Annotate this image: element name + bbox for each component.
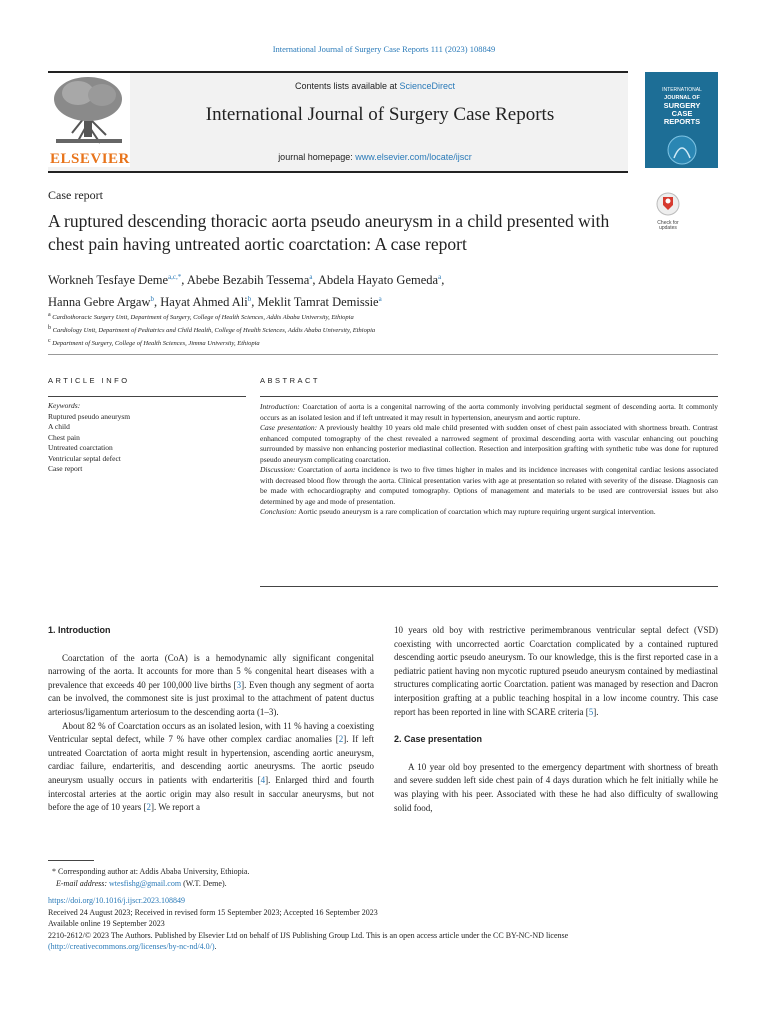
email-label: E-mail address: (56, 878, 108, 888)
keyword: Untreated coarctation (48, 443, 113, 452)
abstract-section-text: Coarctation of aorta is a congenital narrowing of the aorta commonly involving periductal segment of descending aorta. It commonly occurs as an isolated lesion and if left untreated it may result in hypertension, aneurysm and aortic rupture. (260, 402, 718, 422)
affiliation-text: Department of Surgery, College of Health Sciences, Jimma University, Ethiopia (52, 340, 260, 348)
available-online: Available online 19 September 2023 (48, 919, 165, 928)
paragraph-text: ]. (593, 706, 599, 717)
paragraph-text: ]. Enlarged third and fourth intercostal arteries at the aortic origin may also result in saccular aneurysms, but not before the age of 10 years [ (48, 774, 374, 813)
contents-prefix: Contents lists available at (294, 81, 400, 91)
paragraph-text: About 82 % of Coarctation occurs as an isolated lesion, with 11 % having a coexisting Ventricular septal defect, while 7 % have other complex cardiac anomalies [ (48, 720, 374, 745)
paragraph-text: Coarctation of the aorta (CoA) is a hemodynamic ally significant congenital narrowing of the aorta. It accounts for more than 5 % congenital heart diseases with a prevalence that exceeds 40 per 100,000 live births [ (48, 652, 374, 690)
paragraph (48, 652, 374, 720)
publisher-name: ELSEVIER (50, 151, 130, 167)
paragraph (48, 720, 374, 815)
contents-line (180, 81, 570, 91)
paragraph-text: ]. We report a (150, 802, 201, 813)
keyword: Case report (48, 464, 83, 473)
running-header[interactable]: International Journal of Surgery Case Reports 111 (2023) 108849 (272, 44, 496, 54)
divider (48, 396, 246, 397)
affiliation (48, 323, 648, 336)
abstract-section (260, 423, 718, 465)
author-name[interactable]: Hanna Gebre Argaw (48, 295, 151, 310)
abstract-section (260, 402, 718, 423)
footnote-mark: * (52, 867, 56, 876)
author-sep: , (181, 273, 187, 288)
affiliation-text: Cardiothoracic Surgery Unit, Department of Surgery, College of Health Sciences, Addis Ababa University, Ethiopia (52, 314, 354, 322)
sciencedirect-link[interactable]: ScienceDirect (399, 81, 456, 91)
paragraph-text: ]. Even though any segment of aorta can be involved, the commonest site is just proximal to the attachment of patent ductus arteriosus/ligamentum arteriosum to the descending aorta (1–3). (48, 679, 374, 717)
cover-line: SURGERY (663, 101, 701, 110)
affiliations (48, 310, 648, 349)
keywords (48, 401, 248, 475)
paragraph-text: ]. If left untreated Coarctation of aorta might result in hypertension, ascending aortic aneurysm, cardiac failure, endarteritis, and descending aortic aneurysms. The aortic pseudo aneurysm usually occurs in patients with endarteritis [ (48, 734, 374, 785)
abstract-section-label: Introduction: (260, 402, 300, 411)
email-owner: (W.T. Deme). (181, 878, 227, 888)
affiliation (48, 336, 648, 349)
author-name[interactable]: Hayat Ahmed Ali (160, 295, 248, 310)
homepage-link[interactable]: www.elsevier.com/locate/ijscr (355, 152, 472, 162)
received-dates: Received 24 August 2023; Received in revised form 15 September 2023; Accepted 16 September 2023 (48, 907, 378, 917)
divider (48, 354, 718, 355)
body-column-right (394, 624, 718, 815)
author-affil-sup[interactable]: a (438, 273, 442, 281)
author-affil-sup[interactable]: b (150, 295, 155, 304)
footnote-divider (48, 860, 94, 861)
abstract-section-text: A previously healthy 10 years old male child presented with sudden onset of chest pain associated with shortness breath. Contrast enhanced computed tomography of the chest revealed a narrowed segment of proximal descending aorta with vascular enhancing out pouching surrounded by massive non enhancing posterior mediastinal collection. Resection and interposition grafting with synthetic tube was done for ruptured pseudo aneurysm complicating coarctation. (260, 423, 719, 464)
cover-line: REPORTS (663, 117, 701, 126)
author-sep: , (251, 295, 258, 310)
divider (260, 396, 718, 397)
citation-link[interactable]: 3 (236, 679, 242, 690)
section-heading: 2. Case presentation (394, 734, 483, 745)
abstract-heading: ABSTRACT (260, 376, 321, 385)
author-affil-sup[interactable]: a (309, 273, 313, 281)
license-note (48, 930, 718, 953)
corresponding-author-note (48, 866, 718, 878)
email-link[interactable]: wtesfishg@gmail.com (109, 878, 182, 888)
author-list (48, 268, 648, 312)
abstract-body (260, 402, 718, 518)
footnotes (48, 866, 718, 953)
author-name[interactable]: Abebe Bezabih Tessema (186, 273, 310, 288)
author-affil-sup[interactable]: b (247, 295, 252, 304)
affiliation-mark: c (48, 338, 51, 345)
cover-line: INTERNATIONAL (662, 87, 702, 93)
body-column-left (48, 624, 374, 815)
affiliation-mark: b (48, 325, 51, 332)
article-info-heading: ARTICLE INFO (48, 376, 130, 385)
crossmark-icon (656, 192, 680, 216)
abstract-section (260, 507, 718, 518)
homepage-prefix: journal homepage: (278, 152, 356, 162)
cover-line: JOURNAL OF (664, 95, 700, 101)
article-title: A ruptured descending thoracic aorta pseudo aneurysm in a child presented with chest pain having untreated aortic coarctation: A case report (48, 211, 610, 254)
cover-illustration-icon (662, 132, 702, 168)
section-heading: 1. Introduction (48, 625, 111, 635)
author-sep: , (441, 273, 445, 288)
affiliation-mark: a (48, 312, 51, 318)
license-text: 2210-2612/© 2023 The Authors. Published by Elsevier Ltd on behalf of IJS Publishing Group Ltd. This is an open access article under the CC BY-NC-ND license (48, 930, 569, 940)
homepage-line (180, 152, 570, 162)
paragraph: A 10 year old boy presented to the emergency department with shortness of breath and severe sudden left side chest pain of 4 days duration which he felt initially while he was playing with his peer. Associated with these he had also difficulty of swallowing solid food, (394, 761, 718, 813)
author-name[interactable]: Abdela Hayato Gemeda (317, 273, 439, 288)
tree-icon (48, 73, 130, 149)
keyword: Ventricular septal defect (48, 453, 121, 463)
cover-title (648, 86, 716, 170)
citation-link[interactable]: 2 (338, 734, 344, 745)
abstract-section-text: Aortic pseudo aneurysm is a rare complication of coarctation which may rupture requiring urgent surgical intervention. (296, 507, 656, 516)
abstract-section (260, 465, 718, 507)
keyword: Chest pain (48, 432, 80, 442)
cover-line: CASE (671, 109, 693, 118)
article-type: Case report (48, 188, 103, 202)
divider (260, 586, 718, 587)
affiliation (48, 310, 648, 323)
paragraph (394, 624, 718, 719)
author-name[interactable]: Meklit Tamrat Demissie (257, 295, 379, 310)
abstract-section-label: Case presentation: (260, 423, 318, 432)
crossmark-label: Check for updates (657, 220, 679, 231)
email-note (48, 878, 718, 890)
author-affil-sup[interactable]: a (378, 295, 382, 304)
keyword: Ruptured pseudo aneurysm (48, 411, 131, 421)
author-name[interactable]: Workneh Tesfaye Deme (48, 273, 169, 288)
citation-link[interactable]: 2 (146, 802, 151, 813)
citation-link[interactable]: 5 (588, 706, 594, 717)
author-sep: , (312, 273, 318, 288)
license-end: . (214, 942, 217, 951)
citation-link[interactable]: 4 (260, 774, 266, 785)
affiliation-text: Cardiology Unit, Department of Pediatrics and Child Health, College of Health Sciences, Addis Ababa University, Ethiopia (52, 327, 376, 335)
footnote-text: Corresponding author at: Addis Ababa University, Ethiopia. (56, 867, 250, 876)
author-affil-sup[interactable]: a,c,* (168, 273, 182, 281)
doi-link[interactable]: https://doi.org/10.1016/j.ijscr.2023.108849 (48, 896, 185, 905)
keyword: A child (48, 422, 70, 431)
license-link[interactable]: (http://creativecommons.org/licenses/by-nc-nd/4.0/) (48, 942, 215, 951)
keywords-label: Keywords: (48, 401, 81, 410)
abstract-section-text: Coarctation of aorta incidence is two to five times higher in males and its incidence increases with congenital cardiac lesions associated with decreased blood flow through the aorta. Clinical presentation varies with age at presentation so related with severity of the disease. Diagnosis can be made with echocardiography and computed tomography. Options of management and materials to be used are controversial issues but also determined by age and mode of presentation. (260, 465, 718, 506)
journal-title: International Journal of Surgery Case Reports (205, 104, 555, 125)
abstract-section-label: Conclusion: (260, 507, 297, 516)
abstract-section-label: Discussion: (260, 465, 296, 474)
paragraph-text: 10 years old boy with restrictive perimembranous ventricular septal defect (VSD) coexisting with uncorrected aortic Coarctation complicated by a contained ruptured descending aortic pseudo aneurysm. To our knowledge, this is the first reported case in a pediatric patient having non mycotic ruptured pseudo aneurysm contained by mediastinal structures complicating aortic Coarctation. patient was managed by resection and Dacron interposition grafting at a public teaching hospital in a low income country. This case report has been reported in line with SCARE criteria [ (394, 625, 718, 717)
author-sep: , (154, 295, 161, 310)
crossmark-button[interactable] (648, 192, 688, 231)
